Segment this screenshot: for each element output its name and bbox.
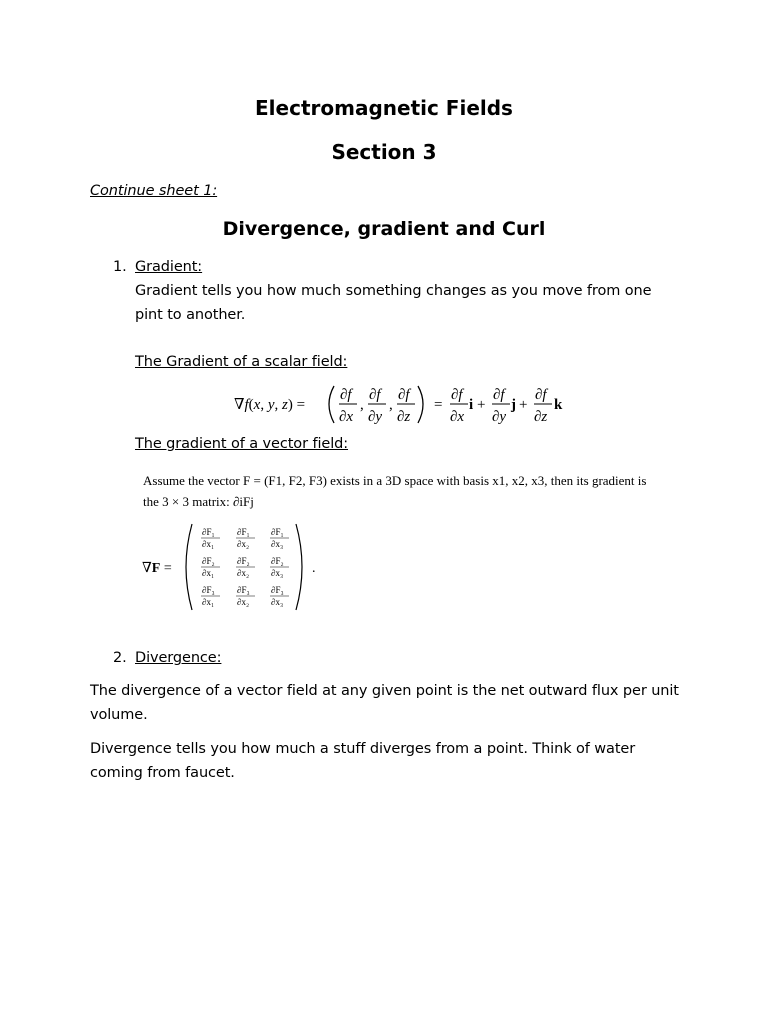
- svg-text:∇f(x, y, z) =: ∇f(x, y, z) =: [234, 397, 306, 413]
- svg-text:∂f: ∂f: [451, 387, 463, 403]
- section-title: Section 3: [331, 140, 437, 164]
- svg-text:∂x₁: ∂x₁: [202, 568, 215, 578]
- svg-text:∂x₂: ∂x₂: [237, 568, 250, 578]
- svg-text:,: ,: [389, 397, 393, 413]
- vector-gradient-matrix: [140, 520, 330, 615]
- svg-text:∂f: ∂f: [369, 387, 381, 403]
- svg-text:∂F₁: ∂F₁: [202, 527, 215, 537]
- item-number-1: 1.: [113, 259, 127, 275]
- svg-text:,: ,: [360, 397, 364, 413]
- topic-heading: Divergence, gradient and Curl: [222, 218, 546, 240]
- vector-field-heading: The gradient of a vector field:: [135, 436, 349, 452]
- svg-text:∂F₃: ∂F₃: [271, 585, 284, 595]
- svg-text:∂x₂: ∂x₂: [237, 597, 250, 607]
- svg-text:=: =: [434, 397, 443, 413]
- svg-text:∂F₃: ∂F₃: [202, 585, 215, 595]
- scalar-gradient-formula: [230, 380, 575, 430]
- gradient-text-line1: Gradient tells you how much something changes as you move from one: [135, 283, 652, 299]
- divergence-para1-line1: The divergence of a vector field at any given point is the net outward flux per unit: [90, 683, 679, 699]
- gradient-text-line2: pint to another.: [135, 307, 246, 323]
- svg-text:i: i: [469, 397, 474, 413]
- svg-text:∂z: ∂z: [397, 409, 411, 425]
- vector-gradient-text-line2: the 3 × 3 matrix: ∂iFj: [143, 494, 254, 509]
- svg-text:∂x₁: ∂x₁: [202, 539, 215, 549]
- svg-text:∂x: ∂x: [450, 409, 465, 425]
- svg-text:∂x₃: ∂x₃: [271, 568, 284, 578]
- divergence-heading: Divergence:: [135, 650, 222, 666]
- svg-text:∂x₃: ∂x₃: [271, 597, 284, 607]
- svg-text:∂y: ∂y: [368, 409, 383, 425]
- svg-text:∂x₁: ∂x₁: [202, 597, 215, 607]
- svg-text:∂x: ∂x: [339, 409, 354, 425]
- document-title: Electromagnetic Fields: [255, 96, 513, 120]
- svg-text:∂F₁: ∂F₁: [237, 527, 250, 537]
- divergence-para1-line2: volume.: [90, 707, 148, 723]
- svg-text:k: k: [554, 397, 563, 413]
- svg-text:∂f: ∂f: [493, 387, 505, 403]
- svg-text:∇F =: ∇F =: [142, 561, 172, 576]
- item-number-2: 2.: [113, 650, 127, 666]
- svg-text:∂F₃: ∂F₃: [237, 585, 250, 595]
- svg-text:.: .: [312, 561, 316, 576]
- scalar-field-heading: The Gradient of a scalar field:: [135, 354, 348, 370]
- svg-text:∂f: ∂f: [398, 387, 410, 403]
- svg-text:∂f: ∂f: [340, 387, 352, 403]
- svg-text:∂z: ∂z: [534, 409, 548, 425]
- svg-text:∂x₂: ∂x₂: [237, 539, 250, 549]
- svg-text:∂F₂: ∂F₂: [271, 556, 284, 566]
- svg-text:+: +: [519, 397, 528, 413]
- svg-text:+: +: [477, 397, 486, 413]
- gradient-heading: Gradient:: [135, 259, 203, 275]
- divergence-para2-line2: coming from faucet.: [90, 765, 235, 781]
- svg-text:∂F₁: ∂F₁: [271, 527, 284, 537]
- vector-gradient-text-line1: Assume the vector F = (F1, F2, F3) exists in a 3D space with basis x1, x2, x3, then its gradient is: [143, 473, 647, 488]
- divergence-para2-line1: Divergence tells you how much a stuff diverges from a point. Think of water: [90, 741, 636, 757]
- svg-text:∂F₂: ∂F₂: [202, 556, 215, 566]
- svg-text:∂y: ∂y: [492, 409, 507, 425]
- svg-text:∂x₃: ∂x₃: [271, 539, 284, 549]
- continue-label: Continue sheet 1:: [90, 183, 218, 199]
- svg-text:∂f: ∂f: [535, 387, 547, 403]
- svg-text:∂F₂: ∂F₂: [237, 556, 250, 566]
- svg-text:j: j: [511, 397, 516, 413]
